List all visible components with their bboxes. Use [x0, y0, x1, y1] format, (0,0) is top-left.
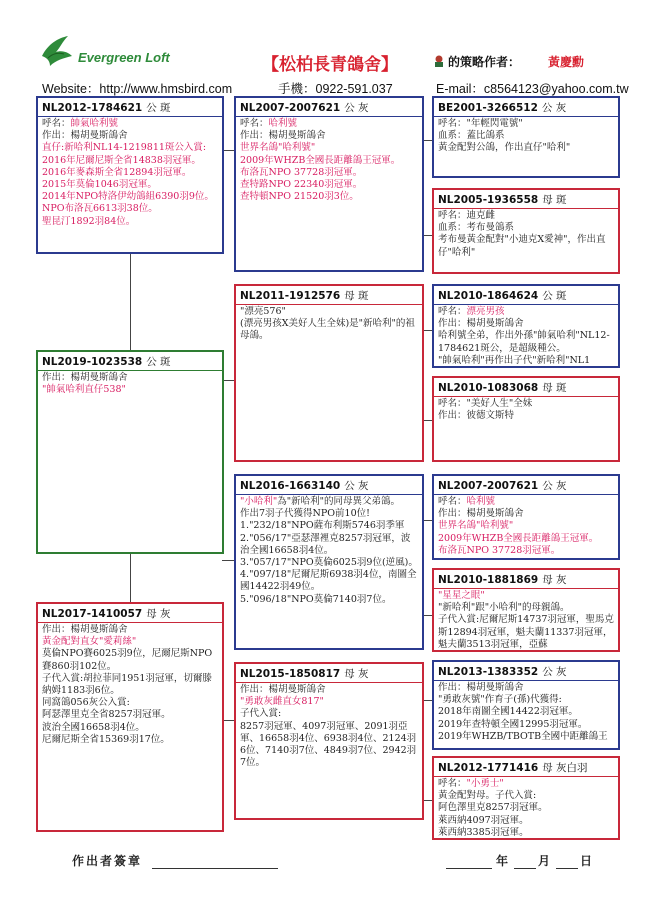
pedigree-line: 4."097/18"尼爾尼斯6938羽4位，南圖全國14422羽49位。 — [240, 569, 417, 593]
dove-logo-icon — [38, 34, 74, 70]
pedigree-line: "帥氣哈利直仔538" — [42, 384, 126, 396]
pedigree-line: 作出：楊胡曼斯鴿舍 — [42, 372, 128, 383]
pedigree-line: 2009年WHZB全國長距離鴿王冠軍。 — [240, 154, 401, 166]
pigeon-emblem-icon — [432, 54, 446, 68]
email-address[interactable]: E-mail：c8564123@yahoo.com.tw — [436, 82, 629, 96]
pedigree-line: 2015年莫倫1046羽冠軍。 — [42, 179, 157, 191]
ring-number: NL2019-1023538 — [42, 356, 143, 368]
sex-color: 公 灰 — [541, 102, 567, 114]
pedigree-line: 呼名："小勇士" — [438, 778, 504, 789]
pedigree-box-g3 — [432, 284, 620, 368]
pedigree-notes — [236, 495, 422, 606]
pedigree-box-dam-sire — [234, 474, 424, 650]
sex-color: 公 灰 — [344, 480, 369, 492]
ring-number-header — [434, 378, 618, 397]
pedigree-line: "漂亮576" — [240, 306, 286, 317]
year-line[interactable] — [446, 868, 492, 869]
pedigree-notes — [434, 495, 618, 557]
pedigree-box-g7 — [432, 660, 620, 750]
pedigree-box-g1 — [432, 96, 620, 178]
pedigree-line: 1."232/18"NPO薩布利斯5746羽季軍 — [240, 520, 405, 532]
pedigree-line: 萊西納4097羽冠軍。 — [438, 814, 529, 826]
pedigree-box-dam-dam — [234, 662, 424, 820]
pedigree-notes — [38, 623, 222, 746]
pedigree-box-sire — [36, 96, 224, 254]
pedigree-line: 2018年南圖全國14422羽冠軍。 — [438, 706, 578, 718]
pedigree-box-sire-dam — [234, 284, 424, 462]
pedigree-line: 黃金配對直女"愛莉絲" — [42, 636, 137, 648]
sex-color: 母 灰白羽 — [542, 762, 588, 774]
pedigree-line: 2016年麥森斯全省12894羽冠軍。 — [42, 166, 192, 178]
author-label: 的策略作者： — [448, 55, 521, 69]
pedigree-box-g4 — [432, 376, 620, 462]
pedigree-line: 子代入賞:尼爾尼斯14737羽冠軍，聖馬克斯12894羽冠軍，魁夫蘭11337羽冠軍，魁夫蘭3513羽冠軍，亞蘇 — [438, 614, 614, 650]
pedigree-line: 黃金配對公鴿，作出直仔"哈利" — [438, 142, 571, 154]
pedigree-line: 世界名鴿"哈利號" — [240, 142, 316, 154]
pedigree-line: 作出：楊胡曼斯鴿舍 — [438, 508, 524, 520]
pedigree-line: 考布曼黃金配對"小迪克X愛神"，作出直仔"哈利" — [438, 234, 606, 258]
sex-color: 公 斑 — [146, 356, 171, 368]
pedigree-line: 直仔:新哈利NL14-1219811斑公入賞: — [42, 142, 207, 154]
pedigree-line: 作出7羽子代獲得NPO前10位! — [240, 508, 370, 520]
pedigree-box-subject — [36, 350, 224, 554]
pedigree-line: 作出：楊胡曼斯鴿舍 — [42, 624, 128, 635]
pedigree-line: NPO布洛瓦6613羽38位。 — [42, 203, 158, 215]
signature-label: 作出者簽章 — [72, 854, 143, 868]
pedigree-line: 哈利號全弟，作出外孫"帥氣哈利"NL12-1784621斑公，是超級種公。 — [438, 330, 610, 354]
ring-number: NL2005-1936558 — [438, 194, 539, 206]
pedigree-line: 8257羽冠軍、4097羽冠軍、2091羽亞軍、16658羽4位、6938羽4位、2124羽6位、7140羽7位、4849羽7位、2942羽7位。 — [240, 720, 417, 769]
ring-number-header — [38, 604, 222, 623]
pedigree-box-g2 — [432, 188, 620, 274]
ring-number-header — [38, 352, 222, 371]
pedigree-notes — [38, 117, 222, 228]
pedigree-line: 作出：楊胡曼斯鴿舍 — [438, 318, 524, 330]
day-line[interactable] — [556, 868, 578, 869]
ring-number-header — [434, 190, 618, 209]
pedigree-line: 2."056/17"亞瑟澤裡克8257羽冠軍，波治全國16658羽4位。 — [240, 532, 411, 556]
pedigree-line: 子代入賞:胡拉菲同1951羽冠軍，切爾滕納姆1183羽6位。 — [42, 672, 212, 697]
ring-number: NL2017-1410057 — [42, 608, 143, 620]
pedigree-box-g5 — [432, 474, 620, 560]
ring-number-header — [236, 98, 422, 117]
ring-number-header — [434, 286, 618, 305]
sex-color: 母 灰 — [344, 668, 369, 680]
ring-number: NL2010-1864624 — [438, 290, 539, 302]
pedigree-line: 血系：蓋比鴿系 — [438, 130, 505, 142]
ring-number: NL2010-1083068 — [438, 382, 539, 394]
ring-number-header — [434, 98, 618, 117]
pedigree-line: 呼名：迪克雌 — [438, 210, 496, 221]
pedigree-notes — [434, 589, 618, 651]
pedigree-box-dam — [36, 602, 224, 832]
pedigree-line: 萊西納3385羽冠軍。 — [438, 826, 529, 838]
pedigree-notes — [236, 683, 422, 769]
pedigree-line: "勇敢灰雌直女817" — [240, 696, 324, 708]
pedigree-line: 呼名：帥氣哈利號 — [42, 118, 119, 129]
sex-color: 母 斑 — [344, 290, 369, 302]
phone-number: 手機：0922-591.037 — [278, 82, 393, 96]
pedigree-box-sire-sire — [234, 96, 424, 272]
pedigree-notes — [434, 209, 618, 259]
author-name: 黃慶勳 — [548, 55, 585, 69]
ring-number-header — [236, 286, 422, 305]
pedigree-line: 布洛瓦NPO 37728羽冠軍。 — [240, 166, 363, 178]
sex-color: 母 斑 — [542, 382, 567, 394]
ring-number-header — [434, 476, 618, 495]
ring-number: NL2012-1784621 — [42, 102, 143, 114]
ring-number: NL2007-2007621 — [438, 480, 539, 492]
pedigree-line: 呼名："年輕閃電號" — [438, 118, 523, 129]
pedigree-line: 世界名鴿"哈利號" — [438, 520, 514, 532]
ring-number: NL2015-1850817 — [240, 668, 341, 680]
sex-color: 母 灰 — [146, 608, 171, 620]
connector-sire — [130, 254, 131, 352]
ring-number: NL2011-1912576 — [240, 290, 341, 302]
pedigree-line: 查特路NPO 22340羽冠軍。 — [240, 179, 363, 191]
pedigree-line: 作出：楊胡曼斯鴿舍 — [438, 682, 524, 693]
sex-color: 公 灰 — [542, 480, 567, 492]
pedigree-line: 作出：楊胡曼斯鴿舍 — [42, 130, 128, 142]
sex-color: 公 灰 — [344, 102, 369, 114]
day-label: 日 — [580, 854, 593, 868]
sex-color: 公 斑 — [146, 102, 171, 114]
pedigree-line: 呼名：哈利號 — [438, 496, 496, 507]
ring-number-header — [236, 476, 422, 495]
pedigree-line: 2009年WHZB全國長距離鴿王冠軍。 — [438, 532, 599, 544]
ring-number-header — [236, 664, 422, 683]
pedigree-notes — [434, 305, 618, 367]
pedigree-line: "小哈利"為"新哈利"的同母異父弟鴿。 — [240, 496, 400, 507]
signature-line[interactable] — [152, 868, 278, 869]
pedigree-line: 布洛瓦NPO 37728羽冠軍。 — [438, 544, 561, 556]
sex-color: 公 斑 — [542, 290, 567, 302]
pedigree-notes — [434, 397, 618, 422]
pedigree-line: 作出：彼德文斯特 — [438, 410, 515, 422]
ring-number-header — [434, 570, 618, 589]
ring-number: NL2007-2007621 — [240, 102, 341, 114]
pedigree-line: 呼名："美好人生"全妹 — [438, 398, 533, 409]
ring-number: NL2013-1383352 — [438, 666, 539, 678]
ring-number: NL2016-1663140 — [240, 480, 341, 492]
pedigree-line: 5."096/18"NPO莫倫7140羽7位。 — [240, 593, 392, 605]
ring-number: NL2012-1771416 — [438, 762, 539, 774]
pedigree-line: 聖昆汀1892羽84位。 — [42, 215, 136, 227]
pedigree-line: 阿色澤里克8257羽冠軍。 — [438, 802, 548, 814]
pedigree-line: 查特頓NPO 21520羽3位。 — [240, 191, 359, 203]
pedigree-line: "新哈利"跟"小哈利"的母親鴿。 — [438, 602, 570, 614]
ring-number: BE2001-3266512 — [438, 102, 538, 114]
month-label: 月 — [538, 854, 551, 868]
pedigree-notes — [38, 371, 222, 396]
pedigree-line: 2016年尼爾尼斯全省14838羽冠軍。 — [42, 154, 201, 166]
pedigree-line: (漂亮男孩X美好人生全妹)是"新哈利"的祖母鴿。 — [240, 318, 415, 342]
month-line[interactable] — [514, 868, 536, 869]
pedigree-notes — [434, 681, 618, 743]
pedigree-line: 2019年查特頓全國12995羽冠軍。 — [438, 718, 588, 730]
pedigree-line: 同窩鴿056灰公入賞: — [42, 697, 130, 709]
pedigree-line: 2014年NPO特洛伊幼鴿組6390羽9位。 — [42, 191, 214, 203]
sex-color: 公 灰 — [542, 666, 567, 678]
pedigree-line: 2019年WHZB/TBOTB全國中距離鴿王 — [438, 730, 608, 742]
pedigree-line: 血系：考布曼鴿系 — [438, 222, 515, 234]
page-title: 【松柏長青鴿舍】 — [262, 55, 398, 75]
sex-color: 母 灰 — [542, 574, 567, 586]
pedigree-line: 呼名：哈利號 — [240, 118, 298, 129]
pedigree-line: 3."057/17"NPO莫倫6025羽9位(逆風)。 — [240, 557, 418, 569]
website-link[interactable]: Website：http://www.hmsbird.com — [42, 82, 233, 96]
pedigree-line: 呼名：漂亮男孩 — [438, 306, 505, 317]
loft-name: Evergreen Loft — [78, 50, 170, 65]
ring-number-header — [434, 662, 618, 681]
pedigree-notes — [236, 117, 422, 203]
pedigree-line: 尼爾尼斯全省15369羽17位。 — [42, 733, 170, 745]
pedigree-line: 阿瑟澤里克全省8257羽冠軍。 — [42, 709, 171, 721]
year-label: 年 — [496, 854, 509, 868]
ring-number-header — [434, 758, 618, 777]
pedigree-line: "勇敢灰號"作育子(孫)代獲得: — [438, 694, 562, 706]
pedigree-notes — [434, 117, 618, 155]
pedigree-notes — [236, 305, 422, 343]
pedigree-line: 波治全國16658羽4位。 — [42, 721, 145, 733]
pedigree-box-g6 — [432, 568, 620, 652]
pedigree-line: 莫倫NPO賽6025羽9位，尼爾尼斯NPO賽860羽102位。 — [42, 648, 213, 672]
pedigree-line: 作出：楊胡曼斯鴿舍 — [240, 130, 326, 142]
ring-number: NL2010-1881869 — [438, 574, 539, 586]
ring-number-header — [38, 98, 222, 117]
pedigree-line: "星星之眼" — [438, 590, 485, 601]
connector-dam — [130, 552, 131, 604]
pedigree-notes — [434, 777, 618, 839]
pedigree-line: 作出：楊胡曼斯鴿舍 — [240, 684, 326, 695]
sex-color: 母 斑 — [542, 194, 567, 206]
pedigree-line: 子代入賞: — [240, 708, 282, 720]
pedigree-box-g8 — [432, 756, 620, 840]
pedigree-line: 黃金配對母。子代入賞: — [438, 790, 537, 802]
pedigree-line: "帥氣哈利"再作出子代"新哈利"NL1 — [438, 354, 591, 366]
